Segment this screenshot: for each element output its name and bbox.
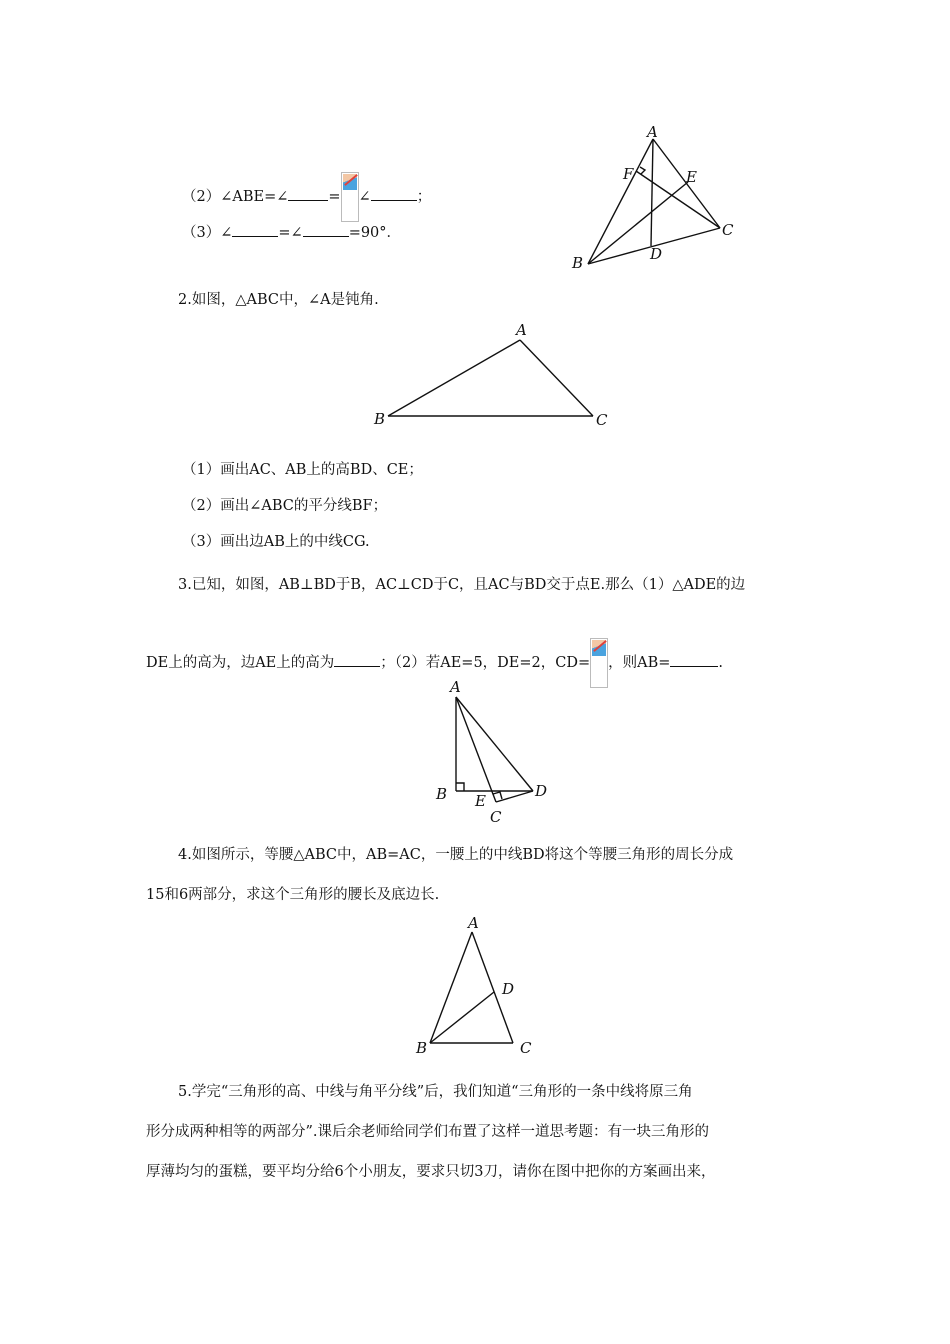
figure-2-triangle — [360, 318, 630, 436]
label-A: A — [516, 321, 527, 339]
label-B: B — [416, 1039, 428, 1057]
q1-line2-prefix: （2）∠ABE=∠ — [182, 189, 289, 205]
q5-line-3: 厚薄均匀的蛋糕，要平均分给6个小朋友，要求只切3刀，请你在图中把你的方案画出来， — [146, 1164, 716, 1180]
q1-line-2: （2）∠ABE=∠ = ∠ ； — [182, 172, 431, 222]
label-D: D — [502, 980, 515, 998]
q2-stem: 2.如图，△ABC中，∠A是钝角. — [178, 292, 379, 308]
answer-blank[interactable] — [288, 186, 328, 201]
q3-stem: 3.已知，如图，AB⊥BD于B，AC⊥CD于C，且AC与BD交于点E.那么（1）△ADE的边 — [178, 577, 746, 593]
answer-blank[interactable] — [334, 652, 380, 667]
label-E: E — [686, 168, 697, 186]
label-B: B — [572, 254, 584, 272]
figure-1-triangle — [560, 125, 750, 275]
figure-4-isosceles-triangle — [410, 910, 540, 1058]
q2-item-3: （3）画出边AB上的中线CG. — [182, 534, 370, 550]
q2-item-1: （1）画出AC、AB上的高BD、CE； — [182, 462, 423, 478]
q4-line-1: 4.如图所示，等腰△ABC中，AB=AC，一腰上的中线BD将这个等腰三角形的周长分成 — [178, 847, 734, 863]
broken-image-icon — [341, 172, 359, 222]
label-C: C — [722, 221, 734, 239]
label-F: F — [623, 165, 634, 183]
label-C: C — [490, 808, 502, 826]
q5-line-1: 5.学完“三角形的高、中线与角平分线”后，我们知道“三角形的一条中线将原三角 — [178, 1084, 693, 1100]
figure-3-triangles — [430, 675, 560, 835]
answer-blank[interactable] — [303, 222, 349, 237]
q3-line-2: DE上的高为，边AE上的高为 ；（2）若AE=5，DE=2，CD= ，则AB= . — [146, 638, 723, 688]
label-E: E — [475, 792, 486, 810]
label-C: C — [520, 1039, 532, 1057]
label-D: D — [650, 245, 663, 263]
label-B: B — [374, 410, 386, 428]
answer-blank[interactable] — [371, 186, 417, 201]
label-A: A — [468, 914, 479, 932]
label-C: C — [596, 411, 608, 429]
label-D: D — [535, 782, 548, 800]
answer-blank[interactable] — [670, 652, 718, 667]
q2-item-2: （2）画出∠ABC的平分线BF； — [182, 498, 388, 514]
label-B: B — [436, 785, 448, 803]
label-A: A — [647, 125, 658, 141]
q1-line-3: （3）∠ =∠ =90°． — [182, 222, 401, 243]
q4-line-2: 15和6两部分，求这个三角形的腰长及底边长. — [146, 887, 440, 903]
label-A: A — [450, 678, 461, 696]
q5-line-2: 形分成两种相等的两部分”.课后余老师给同学们布置了这样一道思考题：有一块三角形的 — [146, 1124, 710, 1140]
broken-image-icon — [590, 638, 608, 688]
answer-blank[interactable] — [232, 222, 278, 237]
